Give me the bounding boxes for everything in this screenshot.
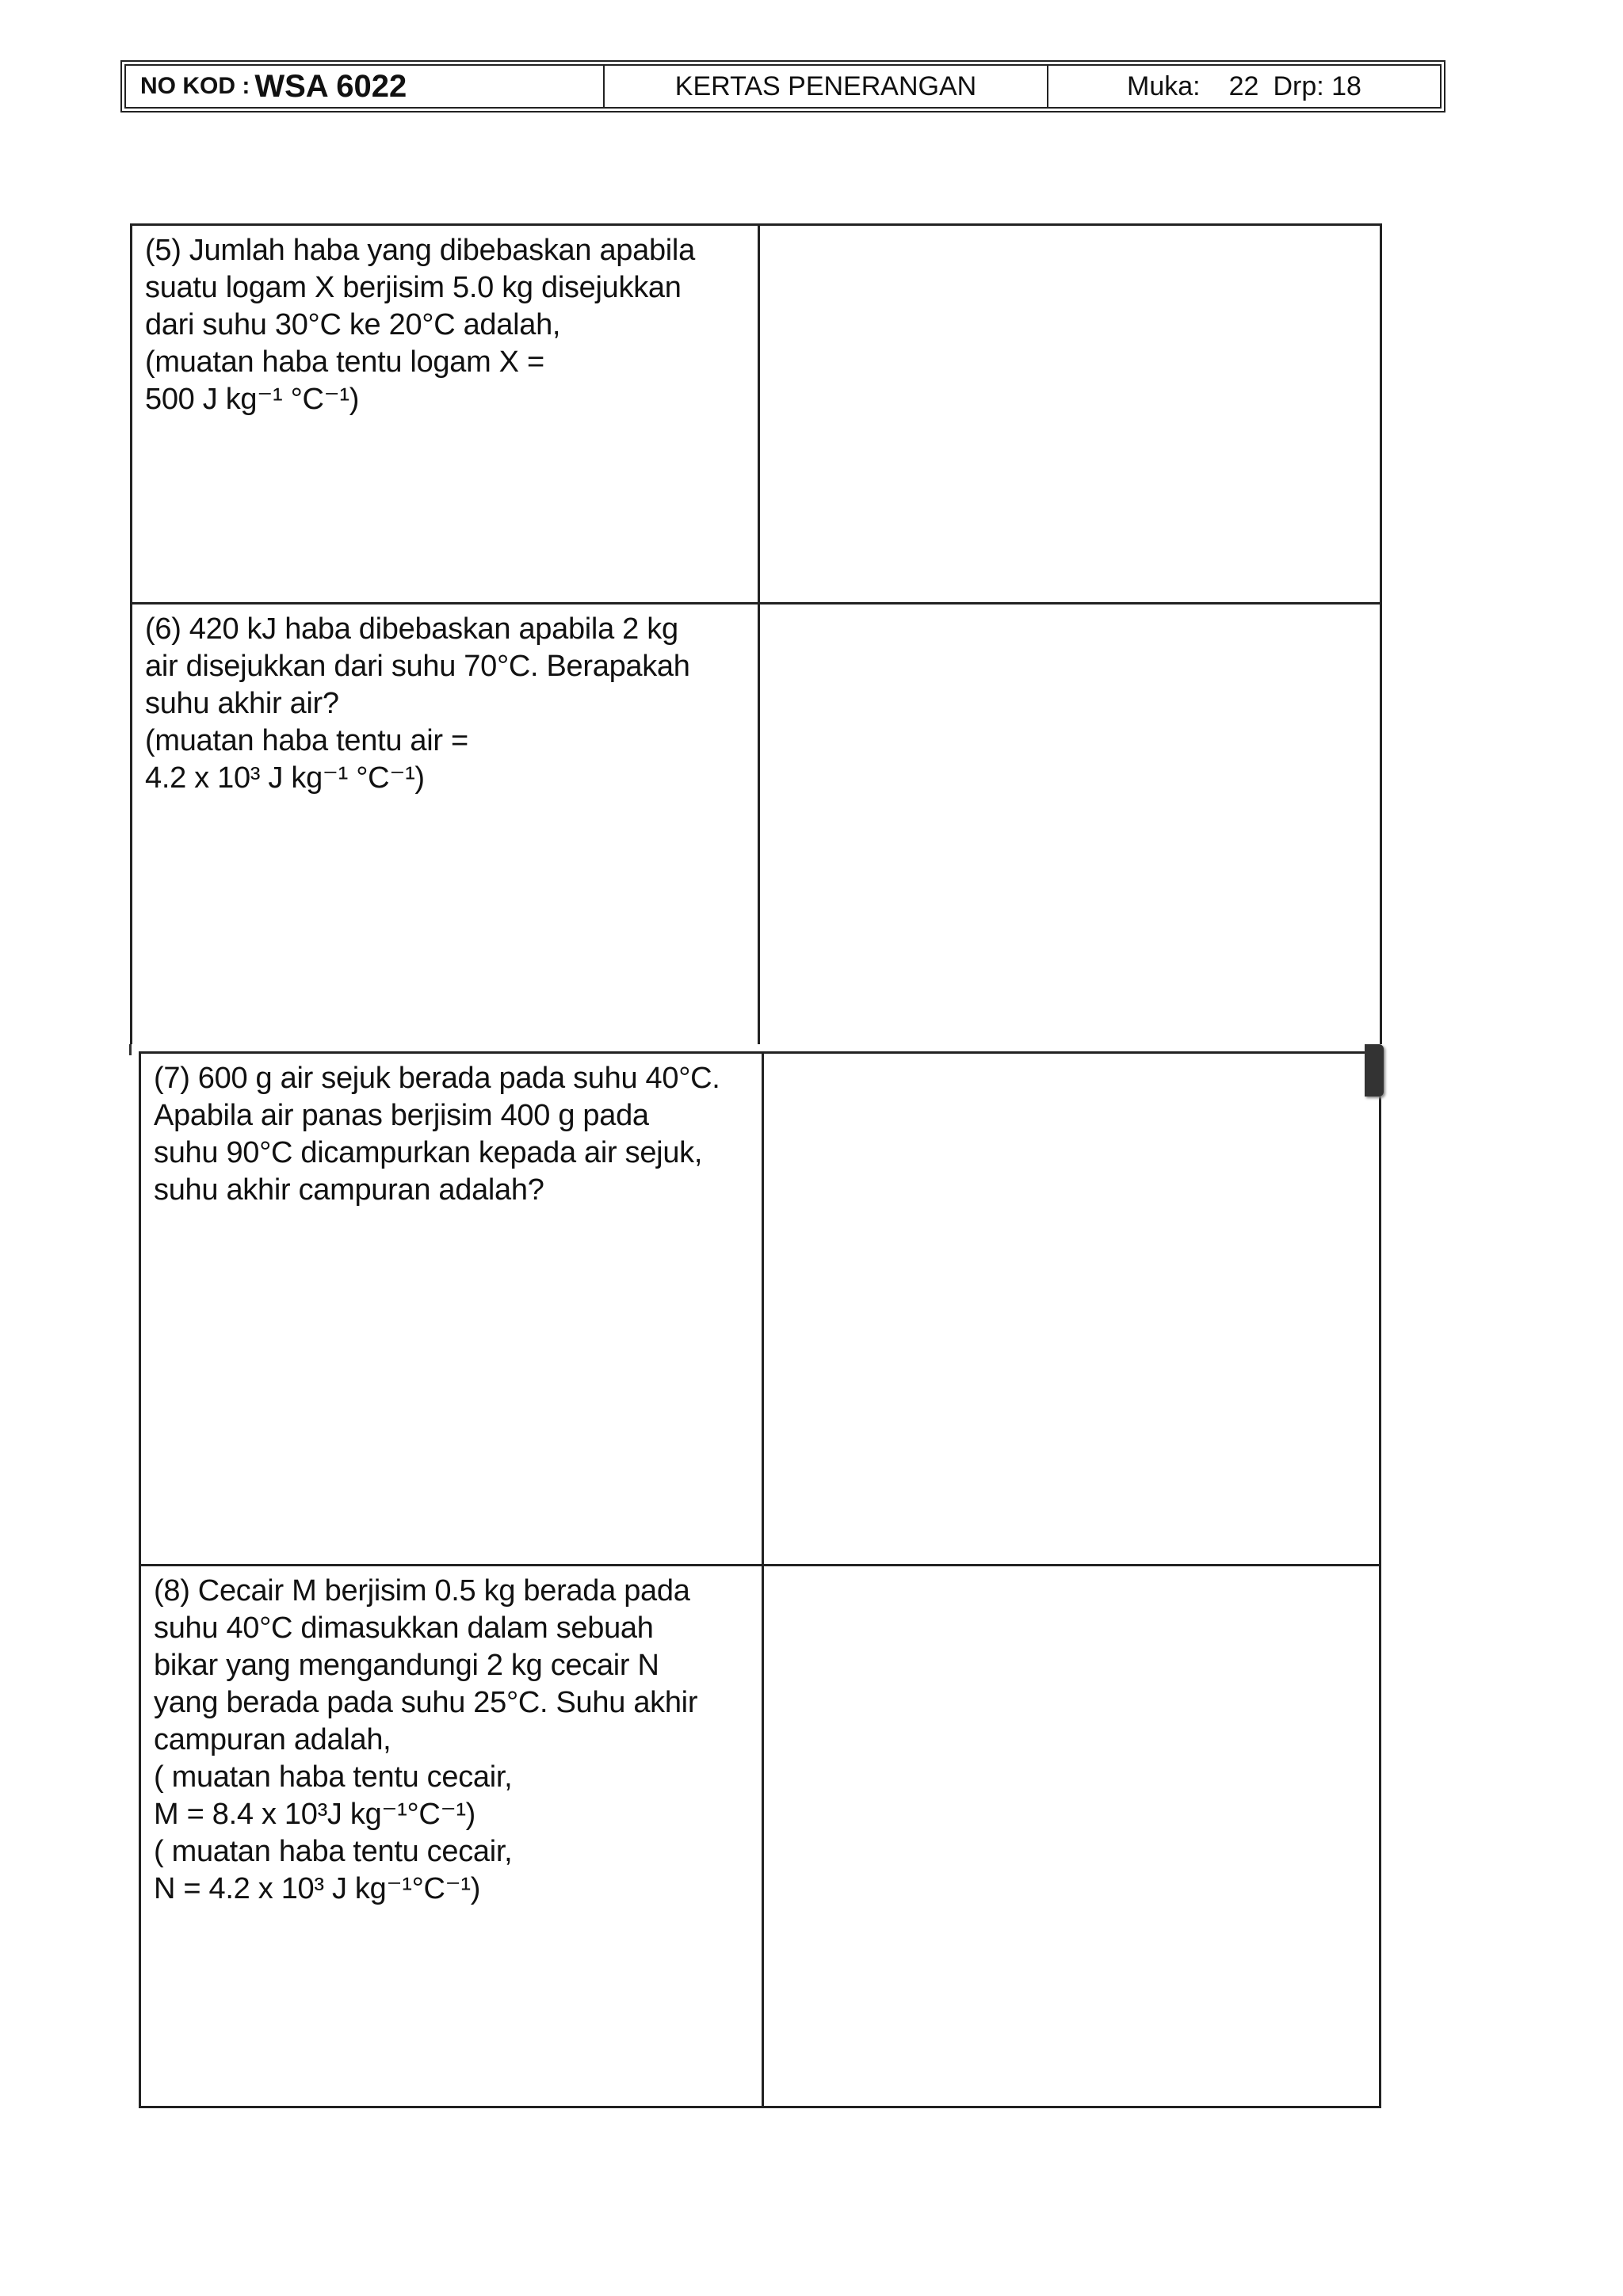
question-7-text: [141, 1054, 762, 1215]
question-cell-5: [132, 226, 760, 602]
question-8-text: [141, 1566, 762, 1914]
question-5-line: 500 J kg⁻¹ °C⁻¹): [145, 383, 360, 416]
header-table: [124, 64, 1442, 109]
question-row-6: [132, 605, 1380, 1044]
question-6-line: (6) 420 kJ haba dibebaskan apabila 2 kg: [145, 612, 678, 646]
question-6-line: suhu akhir air?: [145, 687, 339, 720]
question-8-line: ( muatan haba tentu cecair,: [154, 1835, 513, 1868]
question-8-line: bikar yang mengandungi 2 kg cecair N: [154, 1649, 659, 1682]
question-cell-6: [132, 605, 760, 1044]
question-6-text: [132, 605, 758, 803]
question-8-line: campuran adalah,: [154, 1723, 391, 1756]
code-cell: [126, 66, 605, 107]
question-6-line: 4.2 x 10³ J kg⁻¹ °C⁻¹): [145, 761, 425, 795]
question-8-line: N = 4.2 x 10³ J kg⁻¹°C⁻¹): [154, 1872, 481, 1905]
question-7-line: Apabila air panas berjisim 400 g pada: [154, 1099, 649, 1132]
question-6-line: air disejukkan dari suhu 70°C. Berapakah: [145, 650, 690, 683]
question-6-line: (muatan haba tentu air =: [145, 724, 468, 757]
question-cell-8: [141, 1566, 764, 2106]
question-8-line: ( muatan haba tentu cecair,: [154, 1760, 513, 1794]
question-row-5: [132, 226, 1380, 605]
page-label: Muka:: [1127, 71, 1201, 101]
question-5-text: [132, 226, 758, 425]
question-5-line: (5) Jumlah haba yang dibebaskan apabila: [145, 234, 695, 267]
question-5-line: dari suhu 30°C ke 20°C adalah,: [145, 308, 561, 341]
question-table-upper: [130, 223, 1382, 1044]
page-cell: [1048, 66, 1440, 107]
question-8-line: yang berada pada suhu 25°C. Suhu akhir: [154, 1686, 698, 1719]
page-number: 22: [1228, 71, 1259, 101]
question-5-line: suatu logam X berjisim 5.0 kg disejukkan: [145, 271, 682, 304]
question-8-line: suhu 40°C dimasukkan dalam sebuah: [154, 1611, 654, 1645]
document-title: KERTAS PENERANGAN: [605, 66, 1048, 107]
question-8-line: M = 8.4 x 10³J kg⁻¹°C⁻¹): [154, 1798, 476, 1831]
question-7-line: suhu akhir campuran adalah?: [154, 1173, 544, 1207]
scroll-tab-marker: [1365, 1044, 1384, 1097]
question-8-line: (8) Cecair M berjisim 0.5 kg berada pada: [154, 1574, 690, 1608]
code-label: NO KOD :: [140, 73, 250, 99]
question-7-line: suhu 90°C dicampurkan kepada air sejuk,: [154, 1136, 703, 1169]
drp-label: Drp: 18: [1273, 71, 1361, 101]
question-row-8: [141, 1566, 1379, 2106]
question-5-line: (muatan haba tentu logam X =: [145, 345, 544, 379]
document-header: [120, 60, 1445, 113]
question-row-7: [141, 1054, 1379, 1566]
question-7-line: (7) 600 g air sejuk berada pada suhu 40°C.: [154, 1062, 720, 1095]
question-cell-7: [141, 1054, 764, 1564]
scan-mark: [129, 1044, 132, 1055]
code-value: WSA 6022: [254, 68, 407, 104]
question-table-lower: [139, 1051, 1381, 2108]
